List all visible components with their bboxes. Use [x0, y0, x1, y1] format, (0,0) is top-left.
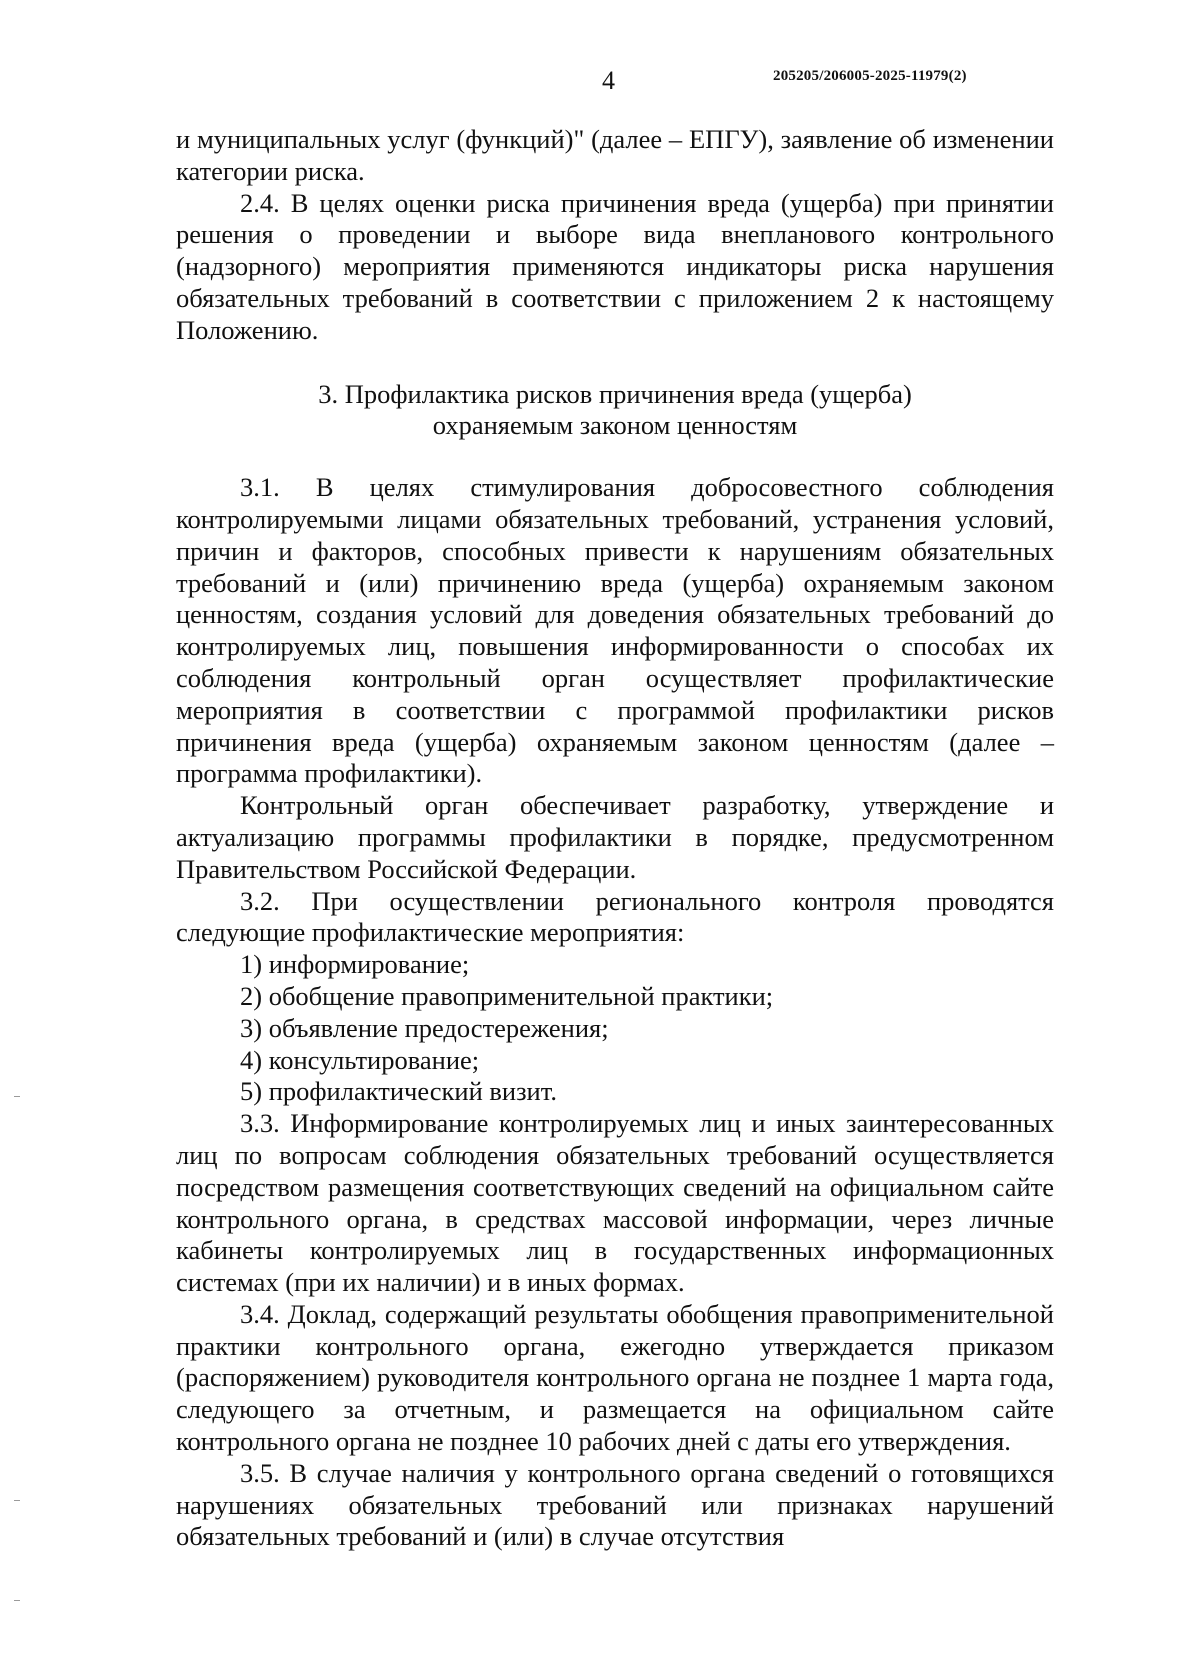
list-item: 3) объявление предостережения;	[240, 1012, 609, 1043]
measures-list	[176, 949, 1054, 1108]
list-item: 2) обобщение правоприменительной практики;	[240, 980, 774, 1011]
paragraph-3-3: 3.3. Информирование контролируемых лиц и иных заинтересованных лиц по вопросам соблюдения обязательных требований осуществляется посредством размещения соответствующих сведений на официальном сайте контрольного органа, в средствах массовой информации, через личные кабинеты контролируемых лиц в государственных информационных системах (при их наличии) и в иных формах.	[176, 1108, 1054, 1298]
paragraph-3-5: 3.5. В случае наличия у контрольного органа сведений о готовящихся нарушениях обязательных требований или признаках нарушений обязательных требований и (или) в случае отсутствия	[176, 1457, 1054, 1552]
section-heading-line-1: 3. Профилактика рисков причинения вреда (ущерба)	[318, 378, 912, 409]
section-heading-line-2: охраняемым законом ценностям	[432, 410, 798, 441]
list-item: 1) информирование;	[240, 949, 470, 980]
scan-margin-mark	[14, 1096, 20, 1097]
list-item: 4) консультирование;	[240, 1044, 480, 1075]
section-3-heading	[176, 379, 1054, 443]
document-body	[176, 124, 1054, 1553]
paragraph-control-body: Контрольный орган обеспечивает разработку, утверждение и актуализацию программы профилактики в порядке, предусмотренном Правительством Российской Федерации.	[176, 790, 1054, 884]
list-item: 5) профилактический визит.	[240, 1076, 557, 1107]
paragraph-3-4: 3.4. Доклад, содержащий результаты обобщения правоприменительной практики контрольного органа, ежегодно утверждается приказом (распоряжением) руководителя контрольного органа не позднее 1 марта года, следующего за отчетным, и размещается на официальном сайте контрольного органа не позднее 10 рабочих дней с даты его утверждения.	[176, 1298, 1054, 1457]
paragraph-2-4: 2.4. В целях оценки риска причинения вреда (ущерба) при принятии решения о проведении и выборе вида внепланового контрольного (надзорного) мероприятия применяются индикаторы риска нарушения обязательных требований в соответствии с приложением 2 к настоящему Положению.	[176, 187, 1054, 345]
paragraph-3-2: 3.2. При осуществлении регионального контроля проводятся следующие профилактические мероприятия:	[176, 885, 1054, 948]
scan-margin-mark	[14, 1500, 20, 1501]
scan-margin-mark	[14, 1600, 20, 1601]
page-number: 4	[602, 66, 615, 95]
paragraph-3-1: 3.1. В целях стимулирования добросовестного соблюдения контролируемыми лицами обязательных требований, устранения условий, причин и факторов, способных привести к нарушениям обязательных требований и (или) причинению вреда (ущерба) охраняемым законом ценностям, создания условий для доведения обязательных требований до контролируемых лиц, повышения информированности о способах их соблюдения контрольный орган осуществляет профилактические мероприятия в соответствии с программой профилактики рисков причинения вреда (ущерба) охраняемым законом ценностям (далее – программа профилактики).	[176, 472, 1054, 789]
document-id: 205205/206005-2025-11979(2)	[773, 68, 967, 84]
paragraph-intro: и муниципальных услуг (функций)" (далее – ЕПГУ), заявление об изменении категории риска.	[176, 124, 1054, 186]
